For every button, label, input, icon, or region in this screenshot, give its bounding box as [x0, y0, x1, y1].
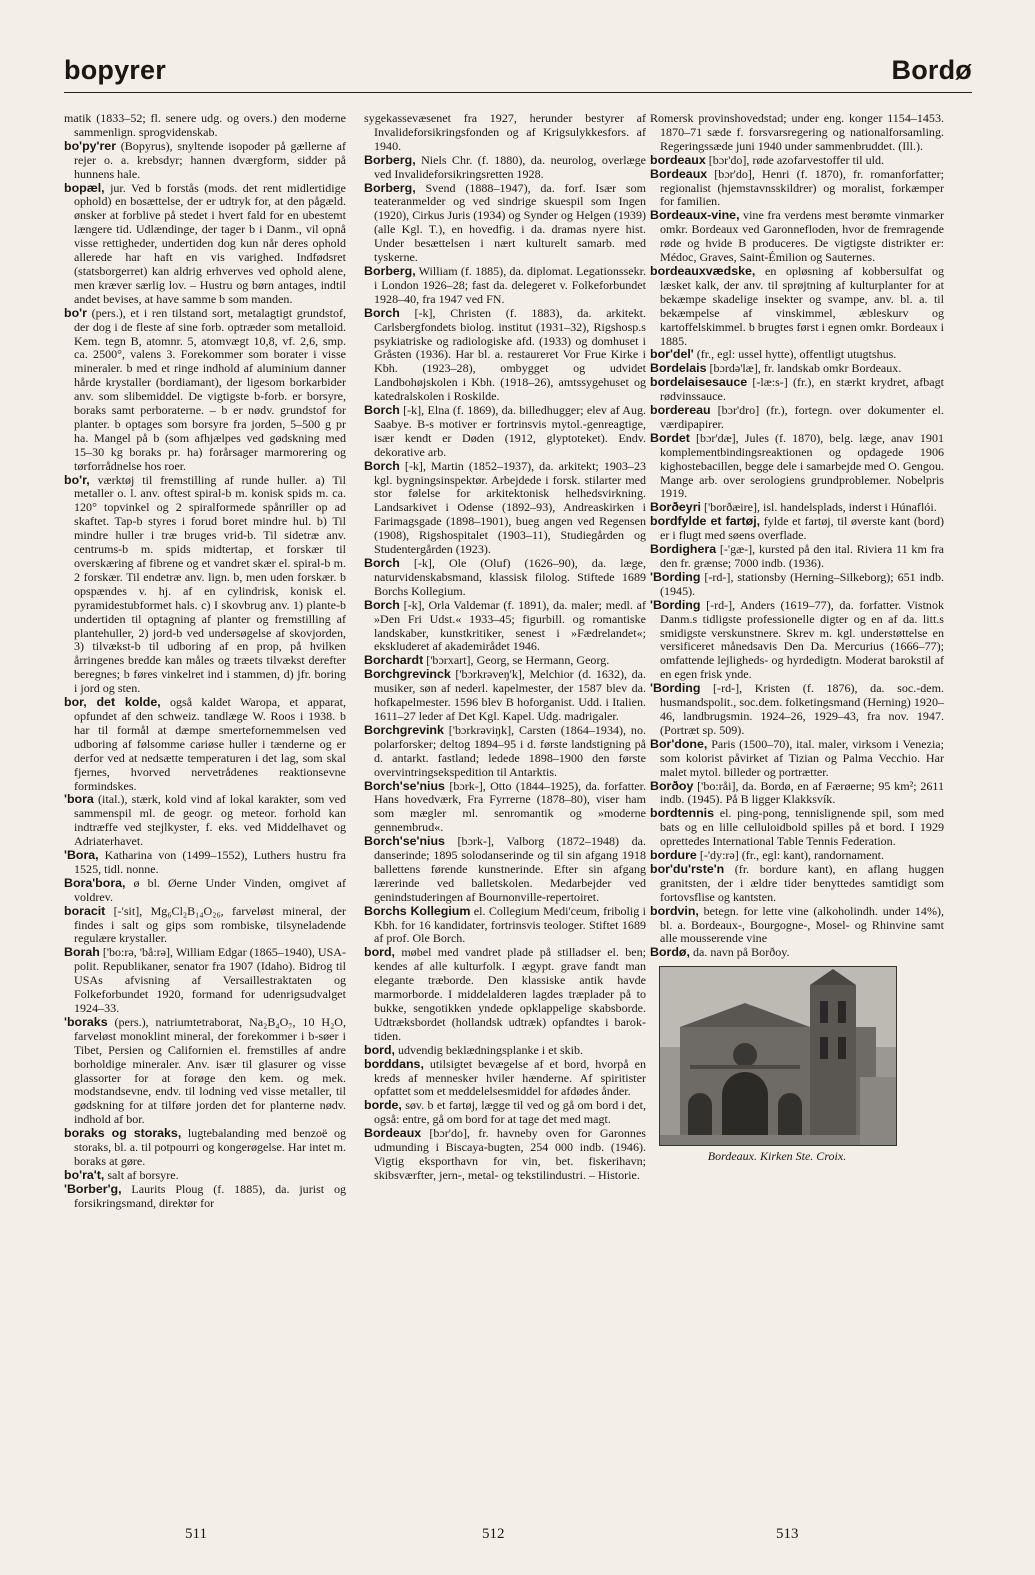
- entry-text: [-k], Ole (Oluf) (1626–90), da. læge, naturvidenskabsmand, klassisk filolog. Stiftede 1689 Borchs Kollegium.: [374, 556, 646, 598]
- entry-text: Paris (1500–70), ital. maler, virksom i Venezia; som kolorist påvirket af Tizian og Palma Vecchio. Har malet mytol. billeder og portrætter.: [660, 736, 944, 779]
- dictionary-entry: [364, 724, 646, 780]
- entry-headword: bor'del': [650, 347, 694, 362]
- dictionary-entry: [364, 1044, 646, 1058]
- dictionary-entry: [64, 1169, 346, 1183]
- entry-headword: bordtennis: [650, 806, 715, 821]
- entry-headword: bo'r: [64, 305, 87, 320]
- dictionary-entry: [650, 168, 944, 210]
- dictionary-entry: [364, 265, 646, 307]
- dictionary-entry: [650, 265, 944, 348]
- entry-headword: Borah: [64, 945, 100, 960]
- entry-headword: Borðeyri: [650, 500, 701, 515]
- entry-text: (pers.), et i ren tilstand sort, metalagtigt grundstof, der dog i de fleste af sine forb. optræder som metalloid. Kem. tegn B, atomnr. 5, atomvægt 10,8, vf. 2,6, smp. ca. 2500°, valens 3. Forekommer som borater i visse mineraler. b med et ringe indhold af aluminium danner hårde krystaller (bordiamant), der ligesom borkarbider anv. som slibemiddel. De vigtigste b-forb. er borsyre, boraks samt perboraterne. – b er nødv. grundstof for planter. b optages som borsyre fra jorden, 5–500 g pr ha. Mangel på b (som afhjælpes ved gødskning med 15–30 kg boraks pr. ha) forårsager marmorering og tørforrådnelse hos roer.: [74, 305, 346, 473]
- dictionary-entry: [650, 807, 944, 849]
- page-number-513: 513: [776, 1526, 799, 1542]
- dictionary-entry: [64, 793, 346, 849]
- entry-headword: Borchgrevinck: [364, 667, 451, 682]
- dictionary-entry: [364, 780, 646, 836]
- entry-headword: Borch'se'nius: [364, 778, 445, 793]
- entry-headword: bord,: [364, 945, 395, 960]
- entry-text: Niels Chr. (f. 1880), da. neurolog, overlæge ved Invalideforsikringsretten 1928.: [374, 152, 646, 181]
- column-3-entries: [650, 112, 944, 960]
- entry-headword: borddans,: [364, 1056, 424, 1071]
- entry-headword: bordfylde et fartøj,: [650, 514, 761, 529]
- entry-text: vine fra verdens mest berømte vinmarker omkr. Bordeaux ved Garonnefloden, hvor de fremragende røde og hvide B produceres. De vigtigste distrikter er: Médoc, Graves, Saint-Émilion og Sauternes.: [660, 208, 944, 265]
- dictionary-entry: [64, 696, 346, 793]
- entry-headword: Borch: [364, 556, 400, 570]
- entry-headword: bordeauxvædske,: [650, 263, 756, 278]
- entry-text: ø bl. Øerne Under Vinden, omgivet af voldrev.: [74, 875, 346, 904]
- entry-headword: Bora'bora,: [64, 875, 126, 890]
- entry-headword: 'Borber'g,: [64, 1181, 122, 1196]
- entry-text: betegn. for lette vine (alkoholindh. under 14%), bl. a. Bordeaux-, Bourgogne-, Mosel- og Rhinvine samt alle mousserende vine: [660, 903, 944, 946]
- entry-text: [bɔr'dro] (fr.), fortegn. over dokumenter el. værdipapirer.: [660, 403, 944, 431]
- dictionary-entry: [364, 460, 646, 557]
- dictionary-entry: [364, 905, 646, 947]
- entry-text: sygekassevæsenet fra 1927, herunder bestyrer af Invalideforsikringsfonden og af Krigsulykkesfors. af 1940.: [364, 112, 646, 153]
- entry-text: søv. b et fartøj, lægge til ved og gå om bord i det, også: entre, gå om bord for at tage det med magt.: [374, 1098, 646, 1127]
- dictionary-entry: [650, 209, 944, 265]
- entry-headword: 'bora: [64, 792, 94, 807]
- entry-text: fylde et fartøj, til øverste kant (bord) er i flugt med søens overflade.: [660, 514, 944, 543]
- dictionary-entry: [364, 112, 646, 154]
- entry-text: [bɔr'do], Henri (f. 1870), fr. romanforfatter; regionalist (hjemstavnsskildrer) og moralist, forkæmper for familien.: [660, 166, 944, 209]
- dictionary-entry: [650, 515, 944, 543]
- dictionary-entry: [650, 404, 944, 432]
- dictionary-entry: [364, 835, 646, 905]
- entry-text: Katharina von (1499–1552), Luthers hustru fra 1525, tidl. nonne.: [74, 848, 346, 876]
- entry-text: også kaldet Waropa, et apparat, opfundet af den schweiz. tandlæge W. Roos i 1938. b har til formål at dæmpe smertefornemmelsen ved udboring af følsomme cariøse huller i tænderne og er derfor ved at nedsætte temperaturen i det lag, som skal fjernes, hvorved nervetrådenes reaktionsevne formindskes.: [74, 695, 346, 793]
- entry-headword: boracit: [64, 903, 106, 918]
- entry-text: utilsigtet bevægelse af et bord, hvorpå en kreds af mennesker hviler hænderne. Af spiritister opfattet som et meddelelsesmiddel for afdødes ånder.: [374, 1056, 646, 1099]
- entry-headword: 'Bording: [650, 681, 701, 696]
- dictionary-entry: [364, 1099, 646, 1127]
- dictionary-entry: [650, 571, 944, 599]
- page-number-511: 511: [185, 1526, 207, 1542]
- entry-headword: Borðoy: [650, 778, 694, 793]
- entry-headword: boraks og storaks,: [64, 1126, 182, 1141]
- entry-headword: bo'r,: [64, 472, 90, 487]
- dictionary-entry: [650, 849, 944, 863]
- entry-headword: bo'ra't,: [64, 1167, 105, 1182]
- entry-headword: bordereau: [650, 403, 711, 418]
- entry-text: [bɔrk-], Otto (1844–1925), da. forfatter. Hans hovedværk, Fra Fyrrerne (1878–80), viser ham som mægler ml. senromantik og »moderne gennembrud«.: [374, 778, 646, 835]
- entry-text: (ital.), stærk, kold vind af lokal karakter, som ved sammenspil ml. de geogr. og meteor. forhold kan indtræffe ved stejlkyster, f. eks. ved Middelhavet og Adriaterhavet.: [74, 792, 346, 849]
- entry-headword: Borchgrevink: [364, 722, 444, 737]
- dictionary-entry: [364, 307, 646, 404]
- dictionary-entry: [64, 1016, 346, 1127]
- entry-headword: 'Bora,: [64, 848, 99, 863]
- dictionary-entry: [364, 154, 646, 182]
- entry-text: jur. Ved b forstås (mods. det rent midlertidige ophold) en bosættelse, der er udtryk for, at den pågæld. ønsker at forblive på stedet i hvert fald for en ubestemt længere tid. Udlændinge, der tager b i Danm., vil opnå visse rettigheder, undertiden dog kun når deres ophold allerede har haft en vis varighed. Indfødsret (statsborgerret) kan aldrig erhverves ved ophold alene, men kræver særlig lov. – Hustru og børn antages, indtil andet bevises, at have samme b som manden.: [74, 180, 346, 306]
- entry-text: ['bo:rə, 'bå:rə], William Edgar (1865–1940), USA-polit. Republikaner, senator fra 1907 (Idaho). Bidrog til USAs afvisning af Versaillestraktaten og Folkeforbundet 1920, formand for udenrigsudvalget 1924–33.: [74, 945, 346, 1015]
- dictionary-entry: [64, 112, 346, 140]
- church-photo: [659, 966, 897, 1146]
- entry-headword: Bor'done,: [650, 736, 708, 751]
- entry-text: Svend (1888–1947), da. forf. Især som teateranmelder og ved sindrige skuespil som Ingen (1920), Cirkus Juris (1934) og Synder og Helgen (1939) (alle Kgl. T.), en hovedfig. i da. dramas nyere hist. Under besættelsen i nært kulturelt samarb. med tyskerne.: [374, 180, 646, 265]
- entry-text: [-læ:s-] (fr.), en stærkt krydret, afbagt rødvinssauce.: [660, 375, 944, 404]
- dictionary-entry: [64, 849, 346, 877]
- dictionary-entry: [650, 905, 944, 947]
- entry-text: [bɔrk-], Valborg (1872–1948) da. danserinde; 1895 solodanserinde og til sin afgang 1918 ballettens førende kunstnerinde. Efter sin afgang lærerinde ved balletskolen. Medarbejder ved genindstuderingen af Bournonville-repertoiret.: [374, 834, 646, 904]
- entry-text: ['borðæire], isl. handelsplads, inderst i Húnaflói.: [703, 500, 937, 515]
- entry-text: (fr. bordure kant), en aflang huggen granitsten, der i ældre tider benyttedes samtidigt som fortovsflise og kantsten.: [660, 861, 944, 904]
- entry-text: ['bo:råi], da. Bordø, en af Færøerne; 95 km²; 2611 indb. (1945). På B ligger Klakksvík.: [660, 778, 944, 807]
- entry-headword: bordure: [650, 848, 697, 863]
- dictionary-entry: [650, 376, 944, 404]
- entry-text: [-rd-], Kristen (f. 1876), da. soc.-dem. husmandspolit., soc.dem. folketingsmand (Herning) 1920–46, landbrugsmin. 1924–26, 1929–43, fra nov. 1947. (Portræt sp. 509).: [660, 681, 944, 737]
- entry-text: [bɔr'do], fr. havneby oven for Garonnes udmunding i Biscaya-bugten, 254 000 indb. (1946). Vigtig eksporthavn for vin, bet. fiskerihavn; skibsværfter, jern-, metal- og tekstilindustri. – Historie.: [374, 1126, 646, 1182]
- entry-text: [-k], Martin (1852–1937), da. arkitekt; 1903–23 kgl. bygningsinspektør. Arbejdede i forsk. stilarter med stor følelse for arkitektonisk helhedsvirkning. Landsarkivet i Odense (1892–93), Andreaskirken i Farimagsgade (1898–1901), bueg angen ved Regensen (1908), Rigshospitalet (1903–11), Studiegården og Studentergården (1923).: [374, 458, 646, 557]
- dictionary-entry: [364, 654, 646, 668]
- dictionary-entry: [650, 780, 944, 808]
- entry-headword: Bordet: [650, 430, 690, 445]
- entry-headword: 'Bording: [650, 597, 701, 612]
- entry-headword: bo'py'rer: [64, 138, 117, 153]
- entry-headword: Borch: [364, 403, 400, 418]
- entry-text: (fr., egl: ussel hytte), offentligt utugtshus.: [696, 347, 897, 362]
- entry-text: [-k], Elna (f. 1869), da. billedhugger; elev af Aug. Saabye. B-s motiver er fortrinsvis mytol.-genreagtige, især kendt er Døden (1912, glyptoteket). Endv. dekorative arb.: [374, 403, 646, 459]
- dictionary-entry: [650, 863, 944, 905]
- left-guide-word: bopyrer: [64, 55, 166, 85]
- entry-text: [bɔr'dæ], Jules (f. 1870), belg. læge, anav 1901 komplementbindingsreaktionen og opdagede 1906 kighostebacillen, begge dele i samarbejde med O. Gengou. Mange arb. over serologiens grundproblemer. Nobelpris 1919.: [660, 430, 944, 501]
- dictionary-entry: [650, 432, 944, 502]
- entry-text: lugtebalanding med benzoë og storaks, bl. a. til potpourri og kongerøgelse. Har intet m. boraks at gøre.: [74, 1126, 346, 1168]
- dictionary-entry: [650, 543, 944, 571]
- entry-headword: Bordø,: [650, 945, 690, 960]
- entry-headword: Borch: [364, 458, 400, 473]
- entry-headword: Bordeaux: [364, 1126, 422, 1141]
- dictionary-entry: [650, 348, 944, 362]
- entry-headword: Bordeaux-vine,: [650, 208, 740, 223]
- dictionary-entry: [650, 362, 944, 376]
- entry-text: [-rd-], stationsby (Herning–Silkeborg); 651 indb. (1945).: [660, 569, 944, 598]
- entry-text: Romersk provinshovedstad; under eng. konger 1154–1453. 1870–71 sæde f. forsvarsregering og nationalforsamling. Regeringssæde juni 1940 under sammenbruddet. (Ill.).: [650, 112, 944, 153]
- entry-headword: Borberg,: [364, 180, 416, 195]
- dictionary-entry: [364, 404, 646, 460]
- dictionary-entry: [64, 140, 346, 182]
- dictionary-entry: [650, 112, 944, 154]
- entry-text: værktøj til fremstilling af runde huller. a) Til metaller o. l. anv. oftest spiral-b m. konisk spids m. ca. 120° topvinkel og 2 spiralformede spånriller op ad skaftet. Tap-b styres i forud boret mindre hul. b) Til mindre huller i træ bruges vrid-b. Til sidetræ anv. centrums-b m. spids midtertap, et forskær til overskæring af fibrene og et vandret skær el. spiral-b m. 2 forskær. Til endetræ anv. lign. b, men uden forskær. b opspændes v. hj. af en cylindrisk, konisk el. pyramidestubformet hals. c) I skovbrug anv. 1) plante-b undertiden til optagning af planter og fremstilling af plantehuller, 2) jord-b ved undersøgelse af skovjorden, 3) tilvækst-b til udboring af en prop, på hvilken årringenes bredde kan måles og træets tilvækst derefter beregnes; b føres vinkelret ind i stammen, d) jfr. boring i jord og sten.: [74, 472, 346, 696]
- entry-headword: Borberg,: [364, 152, 416, 167]
- dictionary-entry: [364, 182, 646, 265]
- entry-headword: Borberg,: [364, 263, 416, 278]
- entry-text: (Bopyrus), snyltende isopoder på gællerne af rejer o. a. krebsdyr; hannen dværgform, sidder på hunnens hale.: [74, 138, 346, 181]
- entry-headword: Borch: [364, 305, 400, 320]
- dictionary-entry: [364, 946, 646, 1043]
- entry-text: [-k], Orla Valdemar (f. 1891), da. maler; medl. af »Den Fri Udst.« 1933–45; figurbill. og romantiske landskaber, kunstkritiker, senest i »Fædrelandet«; ekskluderet af akademirådet 1946.: [374, 597, 646, 654]
- entry-text: William (f. 1885), da. diplomat. Legationssekr. i London 1926–28; fast da. delegeret v. Folkeforbundet 1928–40, fra 1947 ved FN.: [374, 263, 646, 306]
- entry-text: el. Collegium Medi'ceum, fribolig i Kbh. for 16 kandidater, fortrinsvis teologer. Stiftet 1689 af prof. Ole Borch.: [374, 903, 646, 946]
- entry-text: [-'gæ-], kursted på den ital. Riviera 11 km fra den fr. grænse; 7000 indb. (1936).: [660, 542, 944, 570]
- entry-headword: 'Bording: [650, 569, 701, 584]
- entry-text: [-'sit], Mg₆Cl₂B₁₄O₂₆, farveløst mineral, der findes i salt og gips som rombiske, tilsyneladende regulære krystaller.: [74, 903, 346, 946]
- dictionary-entry: [64, 474, 346, 697]
- entry-text: [-rd-], Anders (1619–77), da. forfatter. Vistnok Danm.s tidligste professionelle digter og en af da. litt.s smidigste verskunstnere. Skrev m. kgl. understøttelse en versificeret månedsavis Den Da. Mercurius (1666–77); omfattende lejligheds- og hyrdedigtn. Moderat barokstil af en egen frisk ynde.: [660, 597, 944, 682]
- dictionary-entry: [650, 946, 944, 960]
- entry-headword: bor'du'rste'n: [650, 861, 725, 876]
- entry-text: udvendig beklædningsplanke i et skib.: [398, 1042, 584, 1057]
- column-3: [650, 112, 944, 1492]
- entry-text: [-'dy:rə] (fr., egl: kant), randornament.: [699, 848, 884, 863]
- dictionary-entry: [650, 154, 944, 168]
- dictionary-entry: [64, 307, 346, 474]
- entry-headword: Bordelais: [650, 361, 707, 376]
- entry-headword: bordeaux: [650, 152, 706, 167]
- dictionary-entry: [64, 1183, 346, 1211]
- entry-text: [bɔr'do], røde azofarvestoffer til uld.: [708, 152, 885, 167]
- entry-text: Laurits Ploug (f. 1885), da. jurist og forsikringsmand, direktør for: [74, 1181, 346, 1210]
- dictionary-entry: [364, 599, 646, 655]
- entry-headword: 'boraks: [64, 1014, 108, 1029]
- entry-headword: Borchs Kollegium: [364, 903, 471, 918]
- dictionary-entry: [64, 182, 346, 307]
- dictionary-entry: [650, 599, 944, 682]
- dictionary-entry: [364, 557, 646, 599]
- entry-text: (pers.), natriumtetraborat, Na₂B₄O₇, 10 H₂O, farveløst monoklint mineral, der forekommer i b-søer i Tibet, Persien og Californien el. fremstilles af andre borholdige mineraler. Anv. især til glasurer og visse glassorter for at forøge den kem. og mek. modstandsevne, endv. til lodning ved visse metaller, til gødskning for at tilføre jorden det for planterne nødv. indhold af bor.: [74, 1014, 346, 1127]
- entry-headword: Bordighera: [650, 542, 717, 557]
- entry-text: salt af borsyre.: [107, 1167, 179, 1182]
- dictionary-entry: [364, 668, 646, 724]
- entry-text: el. ping-pong, tennislignende spil, som med bats og en lille celluloidbold spilles på et bord. I 1929 oprettedes International Table Tennis Federation.: [660, 806, 944, 849]
- dictionary-entry: [650, 682, 944, 738]
- dictionary-entry: [650, 501, 944, 515]
- dictionary-entry: [64, 946, 346, 1016]
- entry-text: ['bɔrkrəviŋk], Carsten (1864–1934), no. polarforsker; deltog 1894–95 i d. første landstigning på d. antarkt. fastland; ledede 1898–1900 den første overvintringsekspedition til Antarktis.: [374, 722, 646, 779]
- entry-text: en opløsning af kobbersulfat og læsket kalk, der anv. til sprøjtning af kulturplanter for at bekæmpe skadelige insekter og svampe, anv. bl. a. til bekæmpelse af vinskimmel, æbleskurv og kartoffelskimmel. b brugtes først i egnen omkr. Bordeaux i 1885.: [660, 263, 944, 348]
- entry-headword: bopæl,: [64, 180, 105, 195]
- entry-headword: Borchardt: [364, 653, 424, 668]
- entry-text: [bɔrdə'læ], fr. landskab omkr Bordeaux.: [709, 361, 902, 376]
- entry-headword: bordelaisesauce: [650, 375, 748, 390]
- entry-text: møbel med vandret plade på stilladser el. ben; kendes af alle kulturfolk. I ægypt. grave fandt man elegante træborde. Den klassiske antik havde marmorborde. I middelalderen lagdes træplader på to bukke, sengotikken yndede opklappelige skabsborde. Udtræksbordet (hollandsk udtræk) opfandtes i barok-tiden.: [374, 945, 646, 1043]
- dictionary-entry: [64, 1127, 346, 1169]
- entry-headword: bord,: [364, 1042, 395, 1057]
- dictionary-entry: [64, 877, 346, 905]
- entry-text: ['bɔrkrəveŋ'k], Melchior (d. 1632), da. musiker, søn af nederl. kapelmester, der 1587 blev da. hofkapelmester. 1596 blev B hoforganist. Udd. i Italien. 1611–27 leder af Det Kgl. Kapel. Udg. madrigaler.: [374, 667, 646, 723]
- figure-caption: Bordeaux. Kirken Ste. Croix.: [707, 1149, 847, 1164]
- entry-text: da. navn på Borðoy.: [692, 945, 790, 960]
- entry-headword: Borch: [364, 597, 400, 612]
- dictionary-entry: [64, 905, 346, 947]
- entry-headword: Bordeaux: [650, 166, 708, 181]
- dictionary-entry: [364, 1127, 646, 1183]
- page-number-512: 512: [482, 1526, 505, 1542]
- column-2: [364, 112, 646, 1492]
- figure: [659, 966, 895, 1164]
- right-guide-word: Bordø: [891, 55, 972, 85]
- entry-text: ['bɔrxart], Georg, se Hermann, Georg.: [426, 653, 610, 668]
- entry-text: [-k], Christen (f. 1883), da. arkitekt. Carlsbergfondets biolog. institut (1931–32), Rigshosp.s psykiatriske og radiologiske afd. (1933) og domhuset i Gråsten (1936). Har bl. a. restaureret Vor Frue Kirke i Kbh. (1923–28), ombygget og udvidet Landbohøjskolen i Kbh. (1918–26), amtssygehuset og katedralskolen i Roskilde.: [374, 305, 646, 404]
- entry-headword: borde,: [364, 1098, 402, 1113]
- dictionary-entry: [364, 1058, 646, 1100]
- page-header: [64, 52, 972, 93]
- entry-headword: Borch'se'nius: [364, 834, 445, 849]
- entry-text: matik (1833–52; fl. senere udg. og overs.) den moderne sammenlign. sprogvidenskab.: [64, 112, 346, 139]
- entry-headword: bordvin,: [650, 903, 699, 918]
- dictionary-entry: [650, 738, 944, 780]
- column-1: [64, 112, 346, 1492]
- entry-headword: bor, det kolde,: [64, 695, 161, 710]
